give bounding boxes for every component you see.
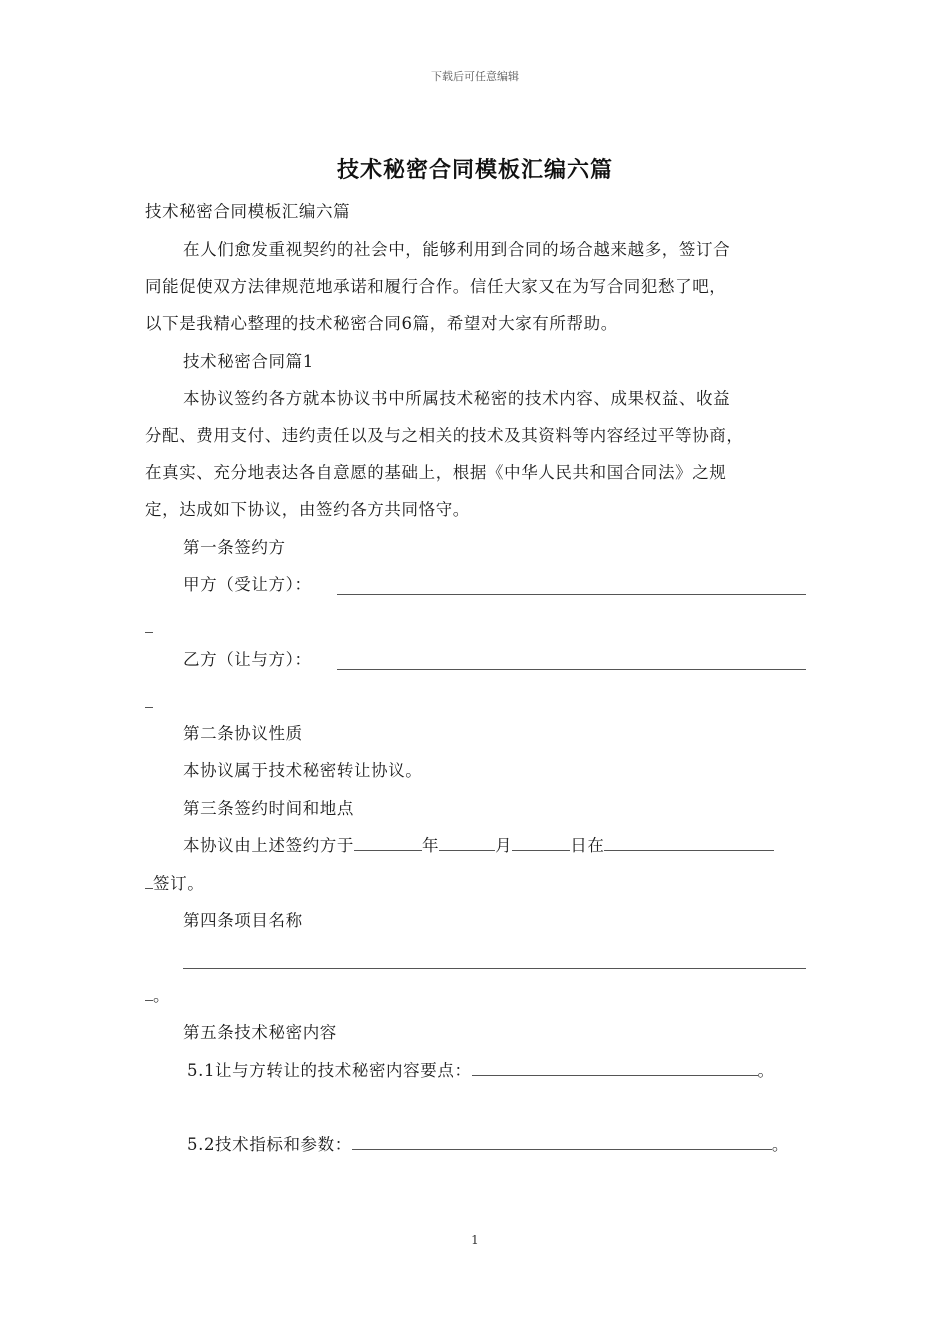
item-5-2-blank	[352, 1136, 772, 1150]
intro-line-3: 以下是我精心整理的技术秘密合同6篇，希望对大家有所帮助。	[145, 314, 618, 333]
place-blank-tail	[145, 875, 153, 889]
year-label: 年	[422, 836, 440, 855]
year-blank	[354, 837, 422, 851]
party-a-label: 甲方（受让方）：	[183, 575, 312, 594]
period: 。	[153, 986, 171, 1005]
article-4-heading: 第四条项目名称	[183, 911, 303, 930]
party-a-blank-tail	[145, 618, 153, 637]
subtitle: 技术秘密合同模板汇编六篇	[145, 202, 351, 221]
intro-line-2: 同能促使双方法律规范地承诺和履行合作。信任大家又在为写合同犯愁了吧，	[145, 277, 727, 296]
item-5-1: 5.1让与方转让的技术秘密内容要点： 。	[187, 1061, 775, 1080]
item-5-2-label: 5.2技术指标和参数：	[187, 1135, 352, 1154]
month-label: 月	[495, 836, 513, 855]
article-3-tail	[145, 874, 204, 894]
article-1-heading: 第一条签约方	[183, 538, 286, 557]
item-5-1-label: 5.1让与方转让的技术秘密内容要点：	[187, 1061, 472, 1080]
project-name-tail	[145, 986, 170, 1006]
agreement-line-2: 分配、费用支付、违约责任以及与之相关的技术及其资料等内容经过平等协商，	[145, 426, 744, 445]
agreement-line-4: 定，达成如下协议，由签约各方共同恪守。	[145, 500, 470, 519]
project-name-blank	[183, 954, 806, 973]
agreement-line-1: 本协议签约各方就本协议书中所属技术秘密的技术内容、成果权益、收益	[183, 389, 731, 408]
article-3-heading: 第三条签约时间和地点	[183, 799, 354, 818]
day-blank	[512, 837, 570, 851]
intro-line-1: 在人们愈发重视契约的社会中，能够利用到合同的场合越来越多，签订合	[183, 240, 731, 259]
document-title: 技术秘密合同模板汇编六篇	[336, 157, 613, 183]
party-b-blank	[337, 655, 806, 674]
agreement-line-3: 在真实、充分地表达各自意愿的基础上，根据《中华人民共和国合同法》之规	[145, 463, 727, 482]
article-5-heading: 第五条技术秘密内容	[183, 1023, 337, 1042]
item-5-1-blank	[472, 1062, 758, 1076]
article-2-heading: 第二条协议性质	[183, 724, 303, 743]
signed-label: 签订。	[153, 874, 205, 893]
section-title: 技术秘密合同篇1	[183, 352, 314, 371]
day-label: 日在	[570, 836, 605, 855]
item-5-2: 5.2技术指标和参数： 。	[187, 1135, 789, 1154]
article-3-prefix: 本协议由上述签约方于	[183, 836, 354, 855]
article-2-body: 本协议属于技术秘密转让协议。	[183, 761, 423, 780]
page-number: 1	[471, 1233, 479, 1247]
party-b-blank-tail	[145, 693, 153, 712]
article-3-body	[183, 836, 774, 856]
header-note: 下载后可任意编辑	[431, 70, 519, 83]
month-blank	[439, 837, 495, 851]
party-b-label: 乙方（让与方）：	[183, 650, 312, 669]
place-blank	[604, 837, 774, 851]
party-a-blank	[337, 580, 806, 599]
